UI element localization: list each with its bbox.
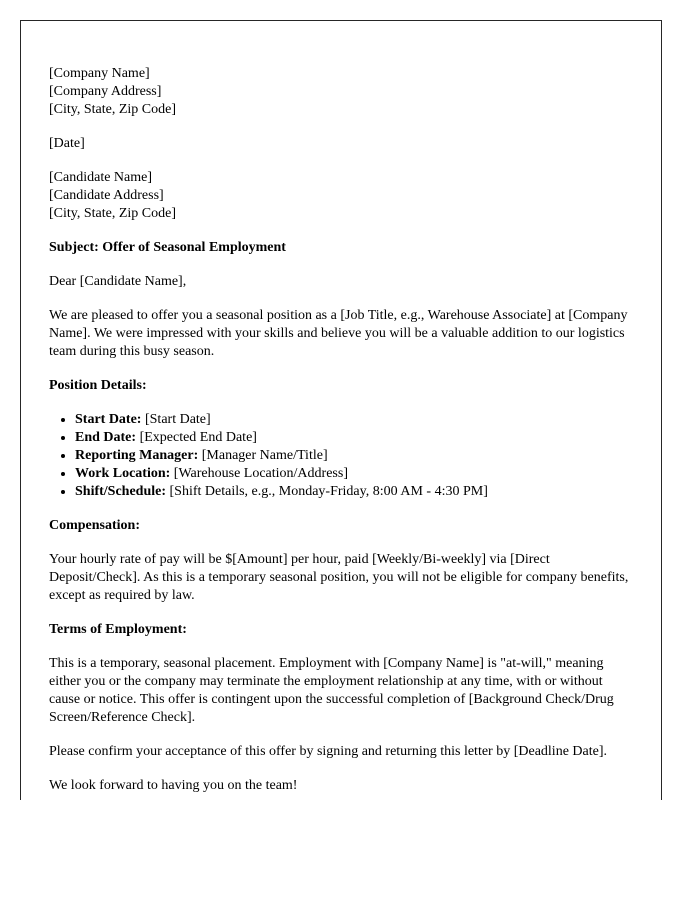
work-location-value: [Warehouse Location/Address] bbox=[170, 466, 348, 481]
compensation-paragraph: Your hourly rate of pay will be $[Amount] per hour, paid [Weekly/Bi-weekly] via [Direct Deposit/Check]. As this is a temporary seasonal position, you will not be eligible for company benefits, except as required by law. bbox=[49, 552, 629, 603]
shift-schedule-label: Shift/Schedule: bbox=[75, 484, 167, 499]
sender-city-state-zip: [City, State, Zip Code] bbox=[49, 102, 177, 117]
recipient-city-state-zip: [City, State, Zip Code] bbox=[49, 206, 177, 221]
terms-heading: Terms of Employment: bbox=[49, 622, 187, 637]
list-item-reporting-manager bbox=[75, 447, 635, 465]
recipient-address: [Candidate Address] bbox=[49, 188, 164, 203]
position-details-heading: Position Details: bbox=[49, 378, 147, 393]
end-date-value: [Expected End Date] bbox=[136, 430, 257, 445]
list-item-end-date bbox=[75, 429, 635, 447]
recipient-name: [Candidate Name] bbox=[49, 170, 153, 185]
salutation: Dear [Candidate Name], bbox=[49, 274, 187, 289]
intro-paragraph: We are pleased to offer you a seasonal position as a [Job Title, e.g., Warehouse Associate] at [Company Name]. We were impressed with your skills and believe you will be a valuable addition to our logistics team during this busy season. bbox=[49, 308, 628, 359]
position-details-list bbox=[49, 411, 635, 501]
compensation-heading: Compensation: bbox=[49, 518, 141, 533]
list-item-work-location bbox=[75, 465, 635, 483]
letter-date: [Date] bbox=[49, 136, 85, 151]
list-item-start-date bbox=[75, 411, 635, 429]
sender-company-address: [Company Address] bbox=[49, 84, 162, 99]
list-item-shift-schedule bbox=[75, 483, 635, 501]
shift-schedule-value: [Shift Details, e.g., Monday-Friday, 8:00 AM - 4:30 PM] bbox=[166, 484, 488, 499]
acceptance-paragraph: Please confirm your acceptance of this offer by signing and returning this letter by [Deadline Date]. bbox=[49, 744, 607, 759]
closing-line: We look forward to having you on the team! bbox=[49, 778, 298, 793]
end-date-label: End Date: bbox=[75, 430, 137, 445]
reporting-manager-value: [Manager Name/Title] bbox=[198, 448, 328, 463]
start-date-value: [Start Date] bbox=[141, 412, 211, 427]
work-location-label: Work Location: bbox=[75, 466, 171, 481]
sender-company-name: [Company Name] bbox=[49, 66, 150, 81]
start-date-label: Start Date: bbox=[75, 412, 142, 427]
reporting-manager-label: Reporting Manager: bbox=[75, 448, 199, 463]
subject-line: Subject: Offer of Seasonal Employment bbox=[49, 240, 286, 255]
offer-letter-document bbox=[20, 20, 662, 800]
terms-paragraph: This is a temporary, seasonal placement. Employment with [Company Name] is "at-will," meaning either you or the company may terminate the employment relationship at any time, with or without cause or notice. This offer is contingent upon the successful completion of [Background Check/Drug Screen/Reference Check]. bbox=[49, 656, 614, 725]
